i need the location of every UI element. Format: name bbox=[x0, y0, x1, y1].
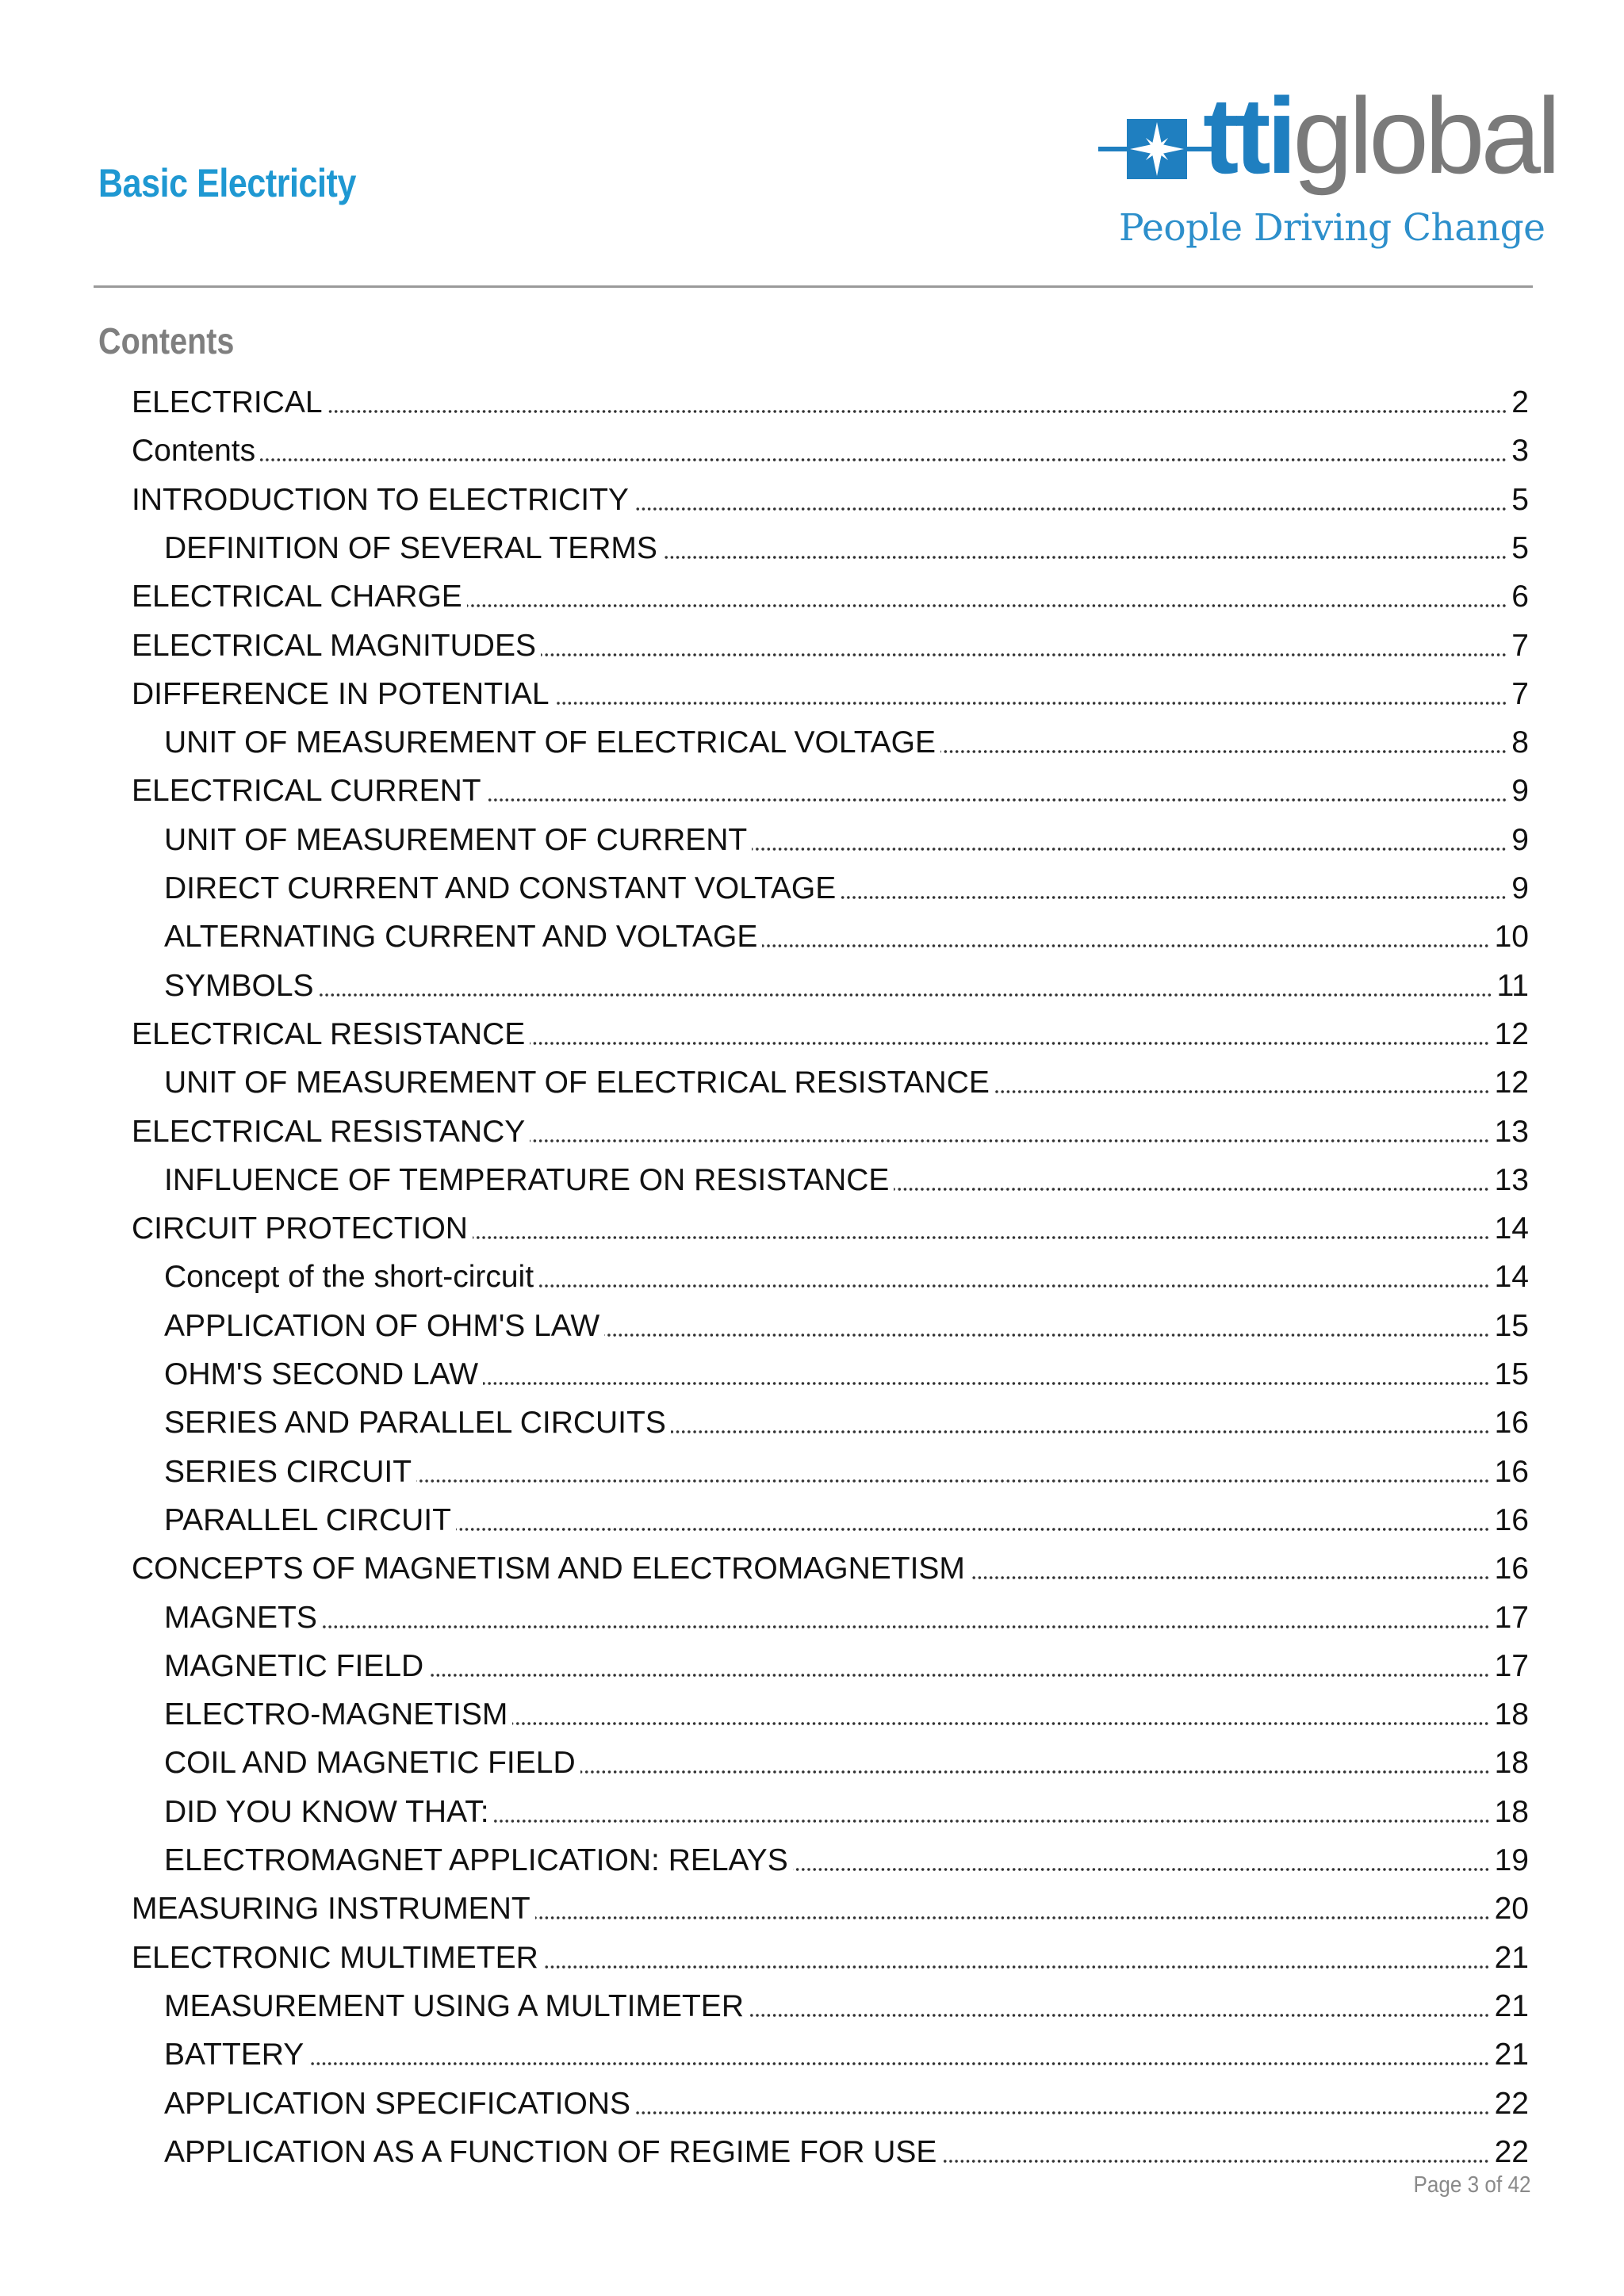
toc-dot-leader bbox=[580, 1770, 1490, 1774]
toc-entry-page: 20 bbox=[1494, 1892, 1529, 1927]
toc-dot-leader bbox=[970, 1575, 1490, 1580]
toc-dot-leader bbox=[538, 1284, 1490, 1288]
toc-entry-title: Concept of the short-circuit bbox=[164, 1260, 534, 1295]
toc-entry-title: ELECTRICAL CHARGE bbox=[132, 580, 462, 614]
toc-entry-title: OHM'S SECOND LAW bbox=[164, 1357, 479, 1391]
toc-entry-page: 7 bbox=[1511, 676, 1529, 711]
toc-entry-title: ELECTRICAL RESISTANCE bbox=[132, 1016, 526, 1051]
toc-entry-title: ELECTRICAL bbox=[132, 385, 323, 419]
toc-entry-title: SYMBOLS bbox=[164, 968, 314, 1003]
toc-entry-title: UNIT OF MEASUREMENT OF ELECTRICAL RESISTANCE bbox=[164, 1066, 990, 1100]
toc-entry-page: 2 bbox=[1511, 385, 1529, 419]
toc-dot-leader bbox=[541, 652, 1507, 657]
toc-entry[interactable] bbox=[132, 427, 1529, 475]
toc-entry-page: 12 bbox=[1494, 1016, 1529, 1051]
toc-entry-page: 14 bbox=[1494, 1211, 1529, 1246]
toc-dot-leader bbox=[841, 895, 1507, 900]
toc-entry-title: APPLICATION OF OHM'S LAW bbox=[164, 1308, 600, 1343]
toc-entry-page: 5 bbox=[1511, 482, 1529, 517]
toc-dot-leader bbox=[456, 1527, 1490, 1532]
toc-entry-page: 13 bbox=[1494, 1162, 1529, 1197]
toc-entry-page: 21 bbox=[1494, 1988, 1529, 2023]
header-divider bbox=[94, 285, 1533, 288]
toc-entry-page: 8 bbox=[1511, 725, 1529, 760]
toc-dot-leader bbox=[483, 1381, 1490, 1386]
toc-entry[interactable] bbox=[132, 1545, 1529, 1593]
toc-entry-title: SERIES AND PARALLEL CIRCUITS bbox=[164, 1406, 666, 1441]
toc-dot-leader bbox=[762, 943, 1489, 948]
toc-entry-page: 9 bbox=[1511, 774, 1529, 809]
toc-dot-leader bbox=[671, 1429, 1490, 1434]
toc-entry-title: CONCEPTS OF MAGNETISM AND ELECTROMAGNETISM bbox=[132, 1552, 965, 1586]
toc-entry-page: 19 bbox=[1494, 1843, 1529, 1877]
toc-entry-title: UNIT OF MEASUREMENT OF ELECTRICAL VOLTAGE bbox=[164, 725, 936, 760]
toc-entry-title: MEASURING INSTRUMENT bbox=[132, 1892, 530, 1927]
toc-entry[interactable] bbox=[164, 962, 1529, 1010]
toc-entry[interactable] bbox=[132, 1934, 1529, 1982]
toc-entry[interactable] bbox=[132, 767, 1529, 815]
toc-dot-leader bbox=[543, 1965, 1490, 1969]
toc-dot-leader bbox=[635, 2110, 1490, 2115]
toc-entry-page: 3 bbox=[1511, 434, 1529, 469]
toc-entry[interactable] bbox=[164, 2031, 1529, 2079]
toc-dot-leader bbox=[467, 603, 1507, 608]
toc-entry[interactable] bbox=[164, 1351, 1529, 1399]
toc-entry-page: 16 bbox=[1494, 1406, 1529, 1441]
toc-entry[interactable] bbox=[164, 1059, 1529, 1107]
contents-heading: Contents bbox=[98, 320, 235, 362]
toc-entry[interactable] bbox=[132, 1205, 1529, 1253]
toc-entry-title: ELECTRONIC MULTIMETER bbox=[132, 1940, 538, 1975]
toc-entry-page: 22 bbox=[1494, 2086, 1529, 2121]
toc-entry[interactable] bbox=[164, 1837, 1529, 1885]
toc-dot-leader bbox=[512, 1721, 1489, 1726]
toc-entry-title: DIFFERENCE IN POTENTIAL bbox=[132, 676, 550, 711]
toc-dot-leader bbox=[322, 1624, 1490, 1629]
toc-dot-leader bbox=[793, 1867, 1490, 1872]
toc-entry-title: UNIT OF MEASUREMENT OF CURRENT bbox=[164, 822, 748, 857]
toc-dot-leader bbox=[327, 409, 1507, 414]
tti-global-logo bbox=[1098, 75, 1557, 262]
toc-entry-page: 5 bbox=[1511, 530, 1529, 565]
toc-entry[interactable] bbox=[132, 573, 1529, 621]
toc-entry-page: 15 bbox=[1494, 1308, 1529, 1343]
logo-wordmark-tti: tti bbox=[1203, 75, 1293, 196]
toc-entry-page: 9 bbox=[1511, 871, 1529, 905]
toc-entry[interactable] bbox=[164, 1399, 1529, 1447]
toc-dot-leader bbox=[473, 1235, 1490, 1240]
toc-entry-title: ALTERNATING CURRENT AND VOLTAGE bbox=[164, 920, 758, 955]
toc-dot-leader bbox=[940, 749, 1507, 754]
toc-dot-leader bbox=[428, 1673, 1489, 1678]
toc-dot-leader bbox=[416, 1479, 1490, 1483]
toc-entry[interactable] bbox=[132, 1885, 1529, 1933]
toc-entry-page: 12 bbox=[1494, 1066, 1529, 1100]
toc-entry-title: CIRCUIT PROTECTION bbox=[132, 1211, 468, 1246]
document-title: Basic Electricity bbox=[98, 161, 356, 205]
toc-entry-page: 11 bbox=[1496, 968, 1529, 1003]
toc-entry-title: INTRODUCTION TO ELECTRICITY bbox=[132, 482, 629, 517]
toc-entry-title: DID YOU KNOW THAT: bbox=[164, 1794, 489, 1829]
toc-entry[interactable] bbox=[132, 1011, 1529, 1058]
toc-entry[interactable] bbox=[164, 1789, 1529, 1836]
toc-entry-title: APPLICATION SPECIFICATIONS bbox=[164, 2086, 630, 2121]
toc-dot-leader bbox=[554, 701, 1507, 706]
toc-entry[interactable] bbox=[164, 1253, 1529, 1301]
toc-entry[interactable] bbox=[164, 1983, 1529, 2030]
toc-dot-leader bbox=[662, 555, 1507, 560]
toc-entry-page: 17 bbox=[1494, 1600, 1529, 1635]
toc-entry-page: 16 bbox=[1494, 1502, 1529, 1537]
toc-dot-leader bbox=[486, 798, 1507, 802]
toc-dot-leader bbox=[535, 1915, 1490, 1920]
toc-dot-leader bbox=[994, 1089, 1490, 1094]
toc-entry[interactable] bbox=[164, 719, 1529, 767]
toc-entry-page: 9 bbox=[1511, 822, 1529, 857]
toc-entry[interactable] bbox=[164, 913, 1529, 961]
toc-entry[interactable] bbox=[132, 1108, 1529, 1156]
star-burst-icon bbox=[1098, 101, 1217, 189]
toc-entry-title: MAGNETIC FIELD bbox=[164, 1648, 424, 1683]
toc-entry[interactable] bbox=[164, 1739, 1529, 1787]
toc-entry-title: APPLICATION AS A FUNCTION OF REGIME FOR USE bbox=[164, 2134, 937, 2169]
toc-entry[interactable] bbox=[164, 1303, 1529, 1350]
toc-dot-leader bbox=[604, 1333, 1489, 1337]
toc-entry-title: ELECTRICAL CURRENT bbox=[132, 774, 481, 809]
toc-dot-leader bbox=[894, 1187, 1489, 1192]
toc-entry[interactable] bbox=[164, 1448, 1529, 1496]
toc-entry[interactable] bbox=[164, 1157, 1529, 1204]
toc-entry-title: ELECTRO-MAGNETISM bbox=[164, 1697, 508, 1732]
page-number: Page 3 of 42 bbox=[1412, 2172, 1530, 2198]
toc-entry-page: 16 bbox=[1494, 1454, 1529, 1489]
toc-entry-page: 10 bbox=[1494, 920, 1529, 955]
toc-entry[interactable] bbox=[132, 476, 1529, 524]
toc-entry-page: 6 bbox=[1511, 580, 1529, 614]
toc-entry-page: 16 bbox=[1494, 1552, 1529, 1586]
toc-entry[interactable] bbox=[164, 525, 1529, 572]
toc-entry-title: ELECTROMAGNET APPLICATION: RELAYS bbox=[164, 1843, 788, 1877]
toc-entry-page: 17 bbox=[1494, 1648, 1529, 1683]
toc-entry-title: MEASUREMENT USING A MULTIMETER bbox=[164, 1988, 744, 2023]
toc-entry-title: Contents bbox=[132, 434, 256, 469]
toc-entry[interactable] bbox=[164, 1643, 1529, 1690]
toc-entry-title: DEFINITION OF SEVERAL TERMS bbox=[164, 530, 657, 565]
toc-entry[interactable] bbox=[164, 1594, 1529, 1642]
toc-entry-title: INFLUENCE OF TEMPERATURE ON RESISTANCE bbox=[164, 1162, 890, 1197]
toc-entry-title: DIRECT CURRENT AND CONSTANT VOLTAGE bbox=[164, 871, 837, 905]
toc-dot-leader bbox=[752, 847, 1507, 851]
logo-wordmark bbox=[1203, 76, 1557, 195]
toc-dot-leader bbox=[530, 1138, 1489, 1143]
toc-dot-leader bbox=[308, 2061, 1489, 2066]
toc-dot-leader bbox=[941, 2159, 1489, 2164]
toc-entry[interactable] bbox=[164, 2080, 1529, 2128]
toc-entry-title: PARALLEL CIRCUIT bbox=[164, 1502, 451, 1537]
toc-entry[interactable] bbox=[164, 2129, 1529, 2176]
toc-dot-leader bbox=[260, 457, 1507, 462]
toc-entry-title: SERIES CIRCUIT bbox=[164, 1454, 412, 1489]
toc-entry[interactable] bbox=[132, 622, 1529, 670]
toc-entry[interactable] bbox=[164, 865, 1529, 913]
toc-entry-page: 18 bbox=[1494, 1697, 1529, 1732]
toc-entry-page: 15 bbox=[1494, 1357, 1529, 1391]
toc-entry-page: 22 bbox=[1494, 2134, 1529, 2169]
toc-entry-title: BATTERY bbox=[164, 2038, 304, 2072]
toc-entry[interactable] bbox=[132, 671, 1529, 718]
toc-dot-leader bbox=[634, 507, 1507, 511]
toc-entry[interactable] bbox=[164, 1691, 1529, 1739]
toc-dot-leader bbox=[319, 993, 1492, 997]
toc-entry-page: 14 bbox=[1494, 1260, 1529, 1295]
toc-entry[interactable] bbox=[164, 817, 1529, 864]
toc-entry-page: 7 bbox=[1511, 628, 1529, 663]
toc-entry-page: 21 bbox=[1494, 2038, 1529, 2072]
toc-entry[interactable] bbox=[132, 379, 1529, 427]
toc-dot-leader bbox=[530, 1041, 1489, 1046]
toc-entry-title: ELECTRICAL RESISTANCY bbox=[132, 1114, 526, 1149]
toc-dot-leader bbox=[494, 1819, 1490, 1823]
toc-entry[interactable] bbox=[164, 1497, 1529, 1544]
toc-entry-title: COIL AND MAGNETIC FIELD bbox=[164, 1746, 576, 1781]
logo-tagline: People Driving Change bbox=[1119, 206, 1545, 250]
toc-dot-leader bbox=[749, 2013, 1490, 2018]
toc-entry-page: 18 bbox=[1494, 1746, 1529, 1781]
logo-wordmark-global: global bbox=[1293, 75, 1557, 196]
toc-entry-page: 21 bbox=[1494, 1940, 1529, 1975]
toc-entry-page: 13 bbox=[1494, 1114, 1529, 1149]
toc-entry-page: 18 bbox=[1494, 1794, 1529, 1829]
toc-entry-title: MAGNETS bbox=[164, 1600, 317, 1635]
toc-entry-title: ELECTRICAL MAGNITUDES bbox=[132, 628, 536, 663]
